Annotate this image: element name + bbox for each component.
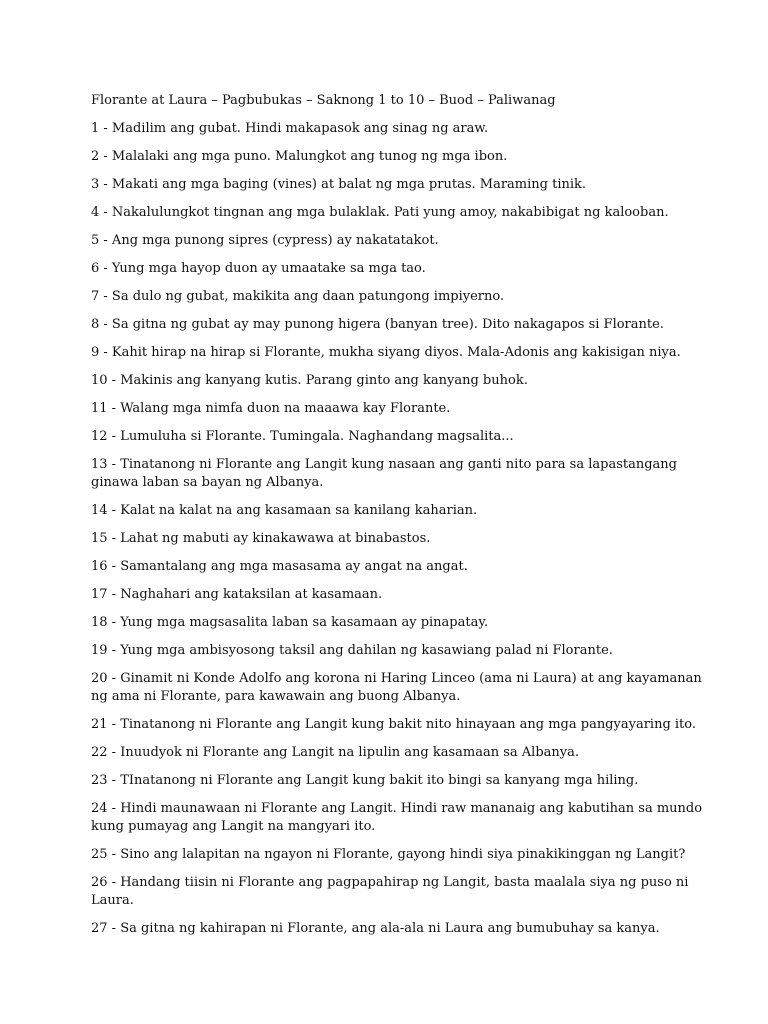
summary-line-9: 9 - Kahit hirap na hirap si Florante, mukha siyang diyos. Mala-Adonis ang kakisigan niya.: [91, 345, 681, 360]
summary-line-1: 1 - Madilim ang gubat. Hindi makapasok ang sinag ng araw.: [91, 121, 489, 136]
summary-line-23: 23 - TInatanong ni Florante ang Langit kung bakit ito bingi sa kanyang mga hiling.: [91, 773, 639, 788]
summary-line-3: 3 - Makati ang mga baging (vines) at balat ng mga prutas. Maraming tinik.: [91, 177, 587, 192]
summary-line-16: 16 - Samantalang ang mga masasama ay angat na angat.: [91, 559, 468, 574]
summary-line-26: 26 - Handang tiisin ni Florante ang pagpapahirap ng Langit, basta maalala siya ng puso ni Laura.: [91, 875, 689, 908]
summary-line-22: 22 - Inuudyok ni Florante ang Langit na lipulin ang kasamaan sa Albanya.: [91, 745, 579, 760]
summary-line-4: 4 - Nakalulungkot tingnan ang mga bulaklak. Pati yung amoy, nakabibigat ng kalooban.: [91, 205, 669, 220]
summary-line-2: 2 - Malalaki ang mga puno. Malungkot ang tunog ng mga ibon.: [91, 149, 508, 164]
summary-line-27: 27 - Sa gitna ng kahirapan ni Florante, ang ala-ala ni Laura ang bumubuhay sa kanya.: [91, 921, 660, 936]
summary-line-17: 17 - Naghahari ang kataksilan at kasamaan.: [91, 587, 383, 602]
summary-line-5: 5 - Ang mga punong sipres (cypress) ay nakatatakot.: [91, 233, 439, 248]
summary-line-10: 10 - Makinis ang kanyang kutis. Parang ginto ang kanyang buhok.: [91, 373, 528, 388]
summary-line-7: 7 - Sa dulo ng gubat, makikita ang daan patungong impiyerno.: [91, 289, 505, 304]
document-page: [91, 92, 711, 948]
document-title: Florante at Laura – Pagbubukas – Saknong 1 to 10 – Buod – Paliwanag: [91, 93, 556, 108]
summary-line-25: 25 - Sino ang lalapitan na ngayon ni Florante, gayong hindi siya pinakikinggan ng Langit?: [91, 847, 686, 862]
summary-line-18: 18 - Yung mga magsasalita laban sa kasamaan ay pinapatay.: [91, 615, 489, 630]
summary-line-24: 24 - Hindi maunawaan ni Florante ang Langit. Hindi raw mananaig ang kabutihan sa mundo kung pumayag ang Langit na mangyari ito.: [91, 801, 703, 834]
summary-line-11: 11 - Walang mga nimfa duon na maaawa kay Florante.: [91, 401, 451, 416]
summary-line-20: 20 - Ginamit ni Konde Adolfo ang korona ni Haring Linceo (ama ni Laura) at ang kayamanan ng ama ni Florante, para kawawain ang buong Albanya.: [91, 671, 702, 704]
summary-line-8: 8 - Sa gitna ng gubat ay may punong higera (banyan tree). Dito nakagapos si Florante.: [91, 317, 664, 332]
summary-line-15: 15 - Lahat ng mabuti ay kinakawawa at binabastos.: [91, 531, 431, 546]
summary-line-6: 6 - Yung mga hayop duon ay umaatake sa mga tao.: [91, 261, 426, 276]
summary-line-21: 21 - Tinatanong ni Florante ang Langit kung bakit nito hinayaan ang mga pangyayaring ito.: [91, 717, 697, 732]
summary-line-19: 19 - Yung mga ambisyosong taksil ang dahilan ng kasawiang palad ni Florante.: [91, 643, 613, 658]
summary-line-14: 14 - Kalat na kalat na ang kasamaan sa kanilang kaharian.: [91, 503, 478, 518]
summary-line-13: 13 - Tinatanong ni Florante ang Langit kung nasaan ang ganti nito para sa lapastangang ginawa laban sa bayan ng Albanya.: [91, 457, 677, 490]
summary-line-12: 12 - Lumuluha si Florante. Tumingala. Naghandang magsalita...: [91, 429, 514, 444]
